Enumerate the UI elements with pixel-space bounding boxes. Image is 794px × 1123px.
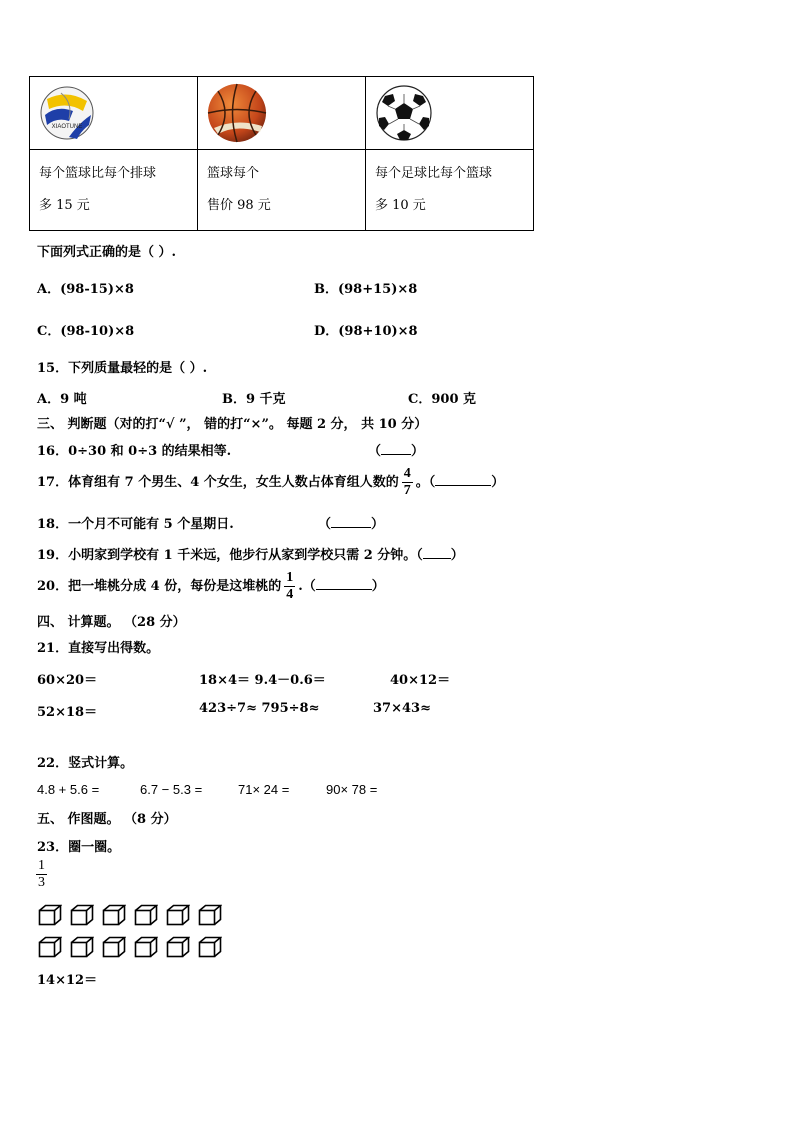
q21-prompt: 21．直接写出得数。 — [37, 641, 160, 656]
cube-icon — [198, 904, 222, 926]
q20-answer[interactable] — [316, 577, 372, 590]
q21-item: 37×43≈ — [373, 701, 431, 716]
q16 — [37, 440, 231, 459]
section-3-heading: 三、 判断题（对的打“√ ”， 错的打“×”。 每题 2 分， 共 10 分） — [37, 417, 428, 432]
q22-item: 71× 24 = — [238, 782, 290, 797]
table-cell: 每个篮球比每个排球 多 15 元 — [30, 150, 198, 231]
basketball-cell — [198, 77, 366, 150]
fraction-1-4: $\frac{1}{4}$ — [286, 570, 294, 602]
q14-prompt: 下面列式正确的是（ ）. — [37, 245, 177, 260]
q15-option-c: C．900 克 — [408, 392, 477, 407]
cube-icon — [70, 904, 94, 926]
soccer-ball-cell — [366, 77, 534, 150]
q14-option-d: D．(98+10)×8 — [314, 324, 418, 339]
cube-icon — [102, 904, 126, 926]
cube-icon — [166, 936, 190, 958]
q21-item: 423÷7≈ 795÷8≈ — [199, 701, 320, 716]
q18-text: 18．一个月不可能有 5 个星期日. — [37, 517, 234, 532]
q21-item: 18×4＝ 9.4－0.6＝ — [199, 673, 326, 688]
table-cell: 每个足球比每个篮球 多 10 元 — [366, 150, 534, 231]
q20: 20．把一堆桃分成 4 份，每份是这堆桃的 $\frac{1}{4}$ .（ ） — [37, 570, 385, 602]
cube-icon — [70, 936, 94, 958]
cube-icon — [134, 904, 158, 926]
q16-text: 16．0÷30 和 0÷3 的结果相等. — [37, 444, 232, 459]
q18-answer[interactable]: （ ） — [318, 517, 385, 532]
cube-icon — [166, 904, 190, 926]
q15-option-b: B．9 千克 — [222, 392, 286, 407]
q17-answer[interactable] — [435, 473, 491, 486]
table-cell: 篮球每个 售价 98 元 — [198, 150, 366, 231]
q19: 19．小明家到学校有 1 千米远，他步行从家到学校只需 2 分钟。（ ） — [37, 548, 464, 563]
section-4-heading: 四、 计算题。 （28 分） — [37, 615, 186, 630]
q20-text: 20．把一堆桃分成 4 份，每份是这堆桃的 — [37, 579, 282, 594]
q14-option-b: B．(98+15)×8 — [314, 282, 418, 297]
fraction-4-7: $\frac{4}{7}$ — [403, 466, 411, 498]
q22-item: 6.7 − 5.3 = — [140, 782, 203, 797]
q17-text: 17．体育组有 7 个男生、4 个女生，女生人数占体育组人数的 — [37, 475, 399, 490]
q21-item: 60×20＝ — [37, 673, 98, 688]
q14-option-a: A．(98-15)×8 — [37, 282, 134, 297]
volleyball-cell — [30, 77, 198, 150]
q23-prompt: 23．圈一圈。 — [37, 840, 121, 855]
q21-item: 40×12＝ — [390, 673, 451, 688]
fraction-1-3: $\frac{1}{3}$ — [38, 858, 45, 890]
q16-answer[interactable]: （ ） — [368, 444, 425, 459]
q21-item: 52×18＝ — [37, 705, 98, 720]
cube-icon — [134, 936, 158, 958]
q22-prompt: 22．竖式计算。 — [37, 756, 134, 771]
q19-text: 19．小明家到学校有 1 千米远，他步行从家到学校只需 2 分钟。（ — [37, 548, 423, 563]
q17: 17．体育组有 7 个男生、4 个女生，女生人数占体育组人数的 $\frac{4}{7}$ 。（ ） — [37, 466, 505, 498]
q18 — [37, 513, 234, 532]
soccer-ball-icon — [375, 84, 433, 142]
q15-option-a: A．9 吨 — [37, 392, 87, 407]
q22-item: 90× 78 = — [326, 782, 378, 797]
q22-item: 4.8 + 5.6 = — [37, 782, 100, 797]
svg-text:XIAOTUNE: XIAOTUNE — [51, 124, 83, 130]
cube-icon — [102, 936, 126, 958]
section-5-heading: 五、 作图题。 （8 分） — [37, 812, 177, 827]
cube-icon — [198, 936, 222, 958]
volleyball-icon — [39, 85, 95, 141]
price-table — [29, 76, 534, 231]
q24: 14×12＝ — [37, 973, 98, 988]
q14-option-c: C．(98-10)×8 — [37, 324, 135, 339]
basketball-icon — [206, 82, 268, 144]
q15-prompt: 15．下列质量最轻的是（ ）. — [37, 361, 208, 376]
q19-answer[interactable] — [423, 546, 451, 559]
cube-icon — [38, 904, 62, 926]
cube-icon — [38, 936, 62, 958]
